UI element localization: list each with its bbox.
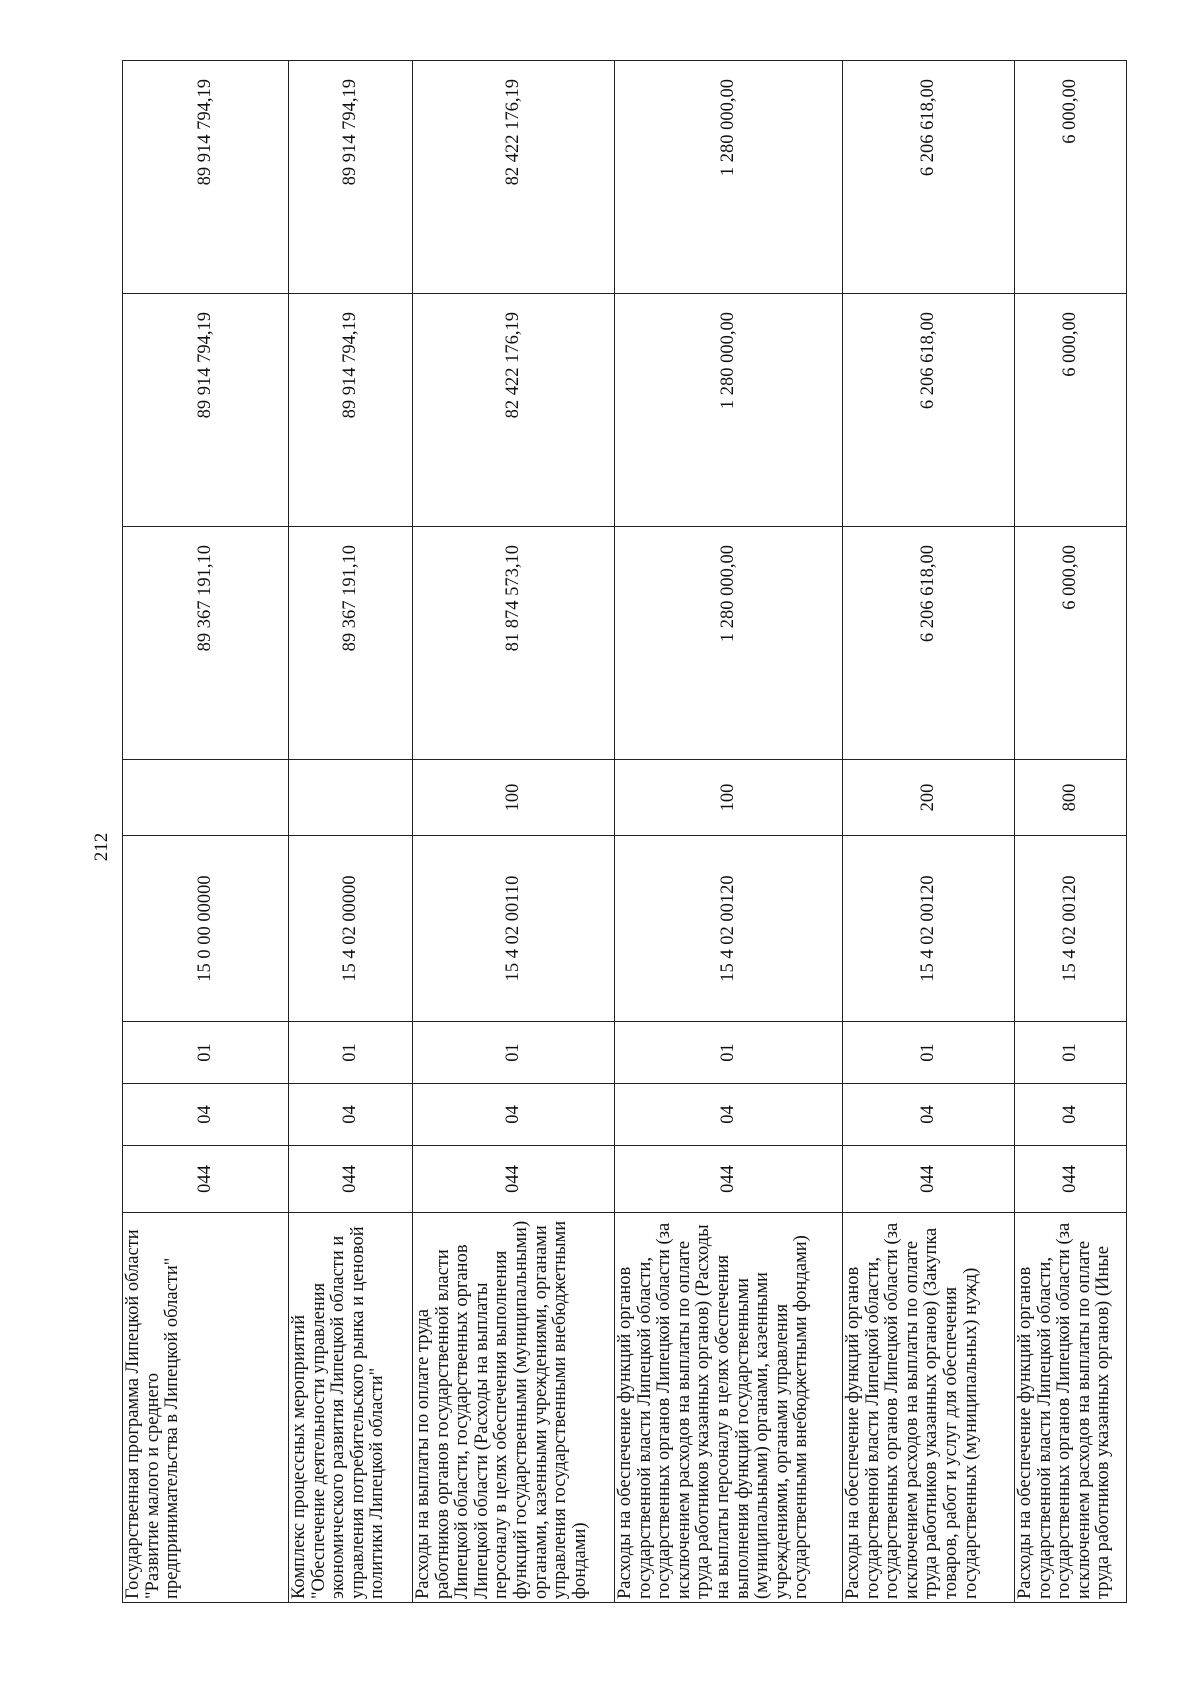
table-row bbox=[843, 61, 1015, 1603]
target-article-code: 15 4 02 00120 bbox=[615, 836, 843, 1022]
expense-type-code: 200 bbox=[843, 760, 1015, 836]
target-article-code: 15 4 02 00120 bbox=[1015, 836, 1127, 1022]
subsection-code: 01 bbox=[1015, 1022, 1127, 1084]
subsection-code: 01 bbox=[123, 1022, 289, 1084]
row-description: Расходы на выплаты по оплате труда работников органов государственной власти Липецкой области, государственных органов Липецкой области (Расходы на выплаты персоналу в целях обеспечения выполнения функций государственными (муниципальными) органами, казенными учреждениями, органами управления государственными внебюджетными фондами) bbox=[413, 1213, 615, 1603]
ministry-code: 044 bbox=[615, 1146, 843, 1213]
budget-table bbox=[122, 60, 1127, 1603]
amount-year-3: 6 206 618,00 bbox=[843, 61, 1015, 294]
table-row bbox=[615, 61, 843, 1603]
amount-year-3: 1 280 000,00 bbox=[615, 61, 843, 294]
ministry-code: 044 bbox=[843, 1146, 1015, 1213]
amount-year-1: 1 280 000,00 bbox=[615, 527, 843, 760]
table-row bbox=[289, 61, 413, 1603]
table-row bbox=[123, 61, 289, 1603]
amount-year-2: 82 422 176,19 bbox=[413, 294, 615, 527]
amount-year-2: 6 206 618,00 bbox=[843, 294, 1015, 527]
target-article-code: 15 0 00 00000 bbox=[123, 836, 289, 1022]
amount-year-3: 89 914 794,19 bbox=[123, 61, 289, 294]
amount-year-3: 6 000,00 bbox=[1015, 61, 1127, 294]
section-code: 04 bbox=[413, 1084, 615, 1146]
ministry-code: 044 bbox=[413, 1146, 615, 1213]
ministry-code: 044 bbox=[1015, 1146, 1127, 1213]
ministry-code: 044 bbox=[289, 1146, 413, 1213]
row-description: Комплекс процессных мероприятий "Обеспечение деятельности управления экономического развития Липецкой области и управления потребительского рынка и ценовой политики Липецкой области" bbox=[289, 1213, 413, 1603]
amount-year-1: 6 000,00 bbox=[1015, 527, 1127, 760]
row-description: Расходы на обеспечение функций органов государственной власти Липецкой области, государственных органов Липецкой области (за исключением расходов на выплаты по оплате труда работников указанных органов) (Закупка товаров, работ и услуг для обеспечения государственных (муниципальных) нужд) bbox=[843, 1213, 1015, 1603]
amount-year-2: 89 914 794,19 bbox=[289, 294, 413, 527]
section-code: 04 bbox=[843, 1084, 1015, 1146]
table-row bbox=[413, 61, 615, 1603]
row-description: Государственная программа Липецкой области "Развитие малого и среднего предпринимательства в Липецкой области" bbox=[123, 1213, 289, 1603]
expense-type-code: 800 bbox=[1015, 760, 1127, 836]
amount-year-2: 1 280 000,00 bbox=[615, 294, 843, 527]
amount-year-1: 81 874 573,10 bbox=[413, 527, 615, 760]
expense-type-code bbox=[289, 760, 413, 836]
subsection-code: 01 bbox=[843, 1022, 1015, 1084]
row-description: Расходы на обеспечение функций органов государственной власти Липецкой области, государственных органов Липецкой области (за исключением расходов на выплаты по оплате труда работников указанных органов) (Расходы на выплаты персоналу в целях обеспечения выполнения функций государственными (муниципальными) органами, казенными учреждениями, органами управления государственными внебюджетными фондами) bbox=[615, 1213, 843, 1603]
amount-year-2: 6 000,00 bbox=[1015, 294, 1127, 527]
section-code: 04 bbox=[615, 1084, 843, 1146]
amount-year-3: 89 914 794,19 bbox=[289, 61, 413, 294]
table-row bbox=[1015, 61, 1127, 1603]
target-article-code: 15 4 02 00120 bbox=[843, 836, 1015, 1022]
rotated-table-wrapper bbox=[122, 61, 1126, 1603]
expense-type-code bbox=[123, 760, 289, 836]
amount-year-1: 89 367 191,10 bbox=[123, 527, 289, 760]
target-article-code: 15 4 02 00110 bbox=[413, 836, 615, 1022]
expense-type-code: 100 bbox=[615, 760, 843, 836]
ministry-code: 044 bbox=[123, 1146, 289, 1213]
amount-year-3: 82 422 176,19 bbox=[413, 61, 615, 294]
target-article-code: 15 4 02 00000 bbox=[289, 836, 413, 1022]
section-code: 04 bbox=[289, 1084, 413, 1146]
amount-year-2: 89 914 794,19 bbox=[123, 294, 289, 527]
subsection-code: 01 bbox=[289, 1022, 413, 1084]
subsection-code: 01 bbox=[615, 1022, 843, 1084]
amount-year-1: 6 206 618,00 bbox=[843, 527, 1015, 760]
row-description: Расходы на обеспечение функций органов государственной власти Липецкой области, государственных органов Липецкой области (за исключением расходов на выплаты по оплате труда работников указанных органов) (Иные bbox=[1015, 1213, 1127, 1603]
section-code: 04 bbox=[1015, 1084, 1127, 1146]
page-number: 212 bbox=[91, 832, 112, 862]
subsection-code: 01 bbox=[413, 1022, 615, 1084]
expense-type-code: 100 bbox=[413, 760, 615, 836]
section-code: 04 bbox=[123, 1084, 289, 1146]
amount-year-1: 89 367 191,10 bbox=[289, 527, 413, 760]
